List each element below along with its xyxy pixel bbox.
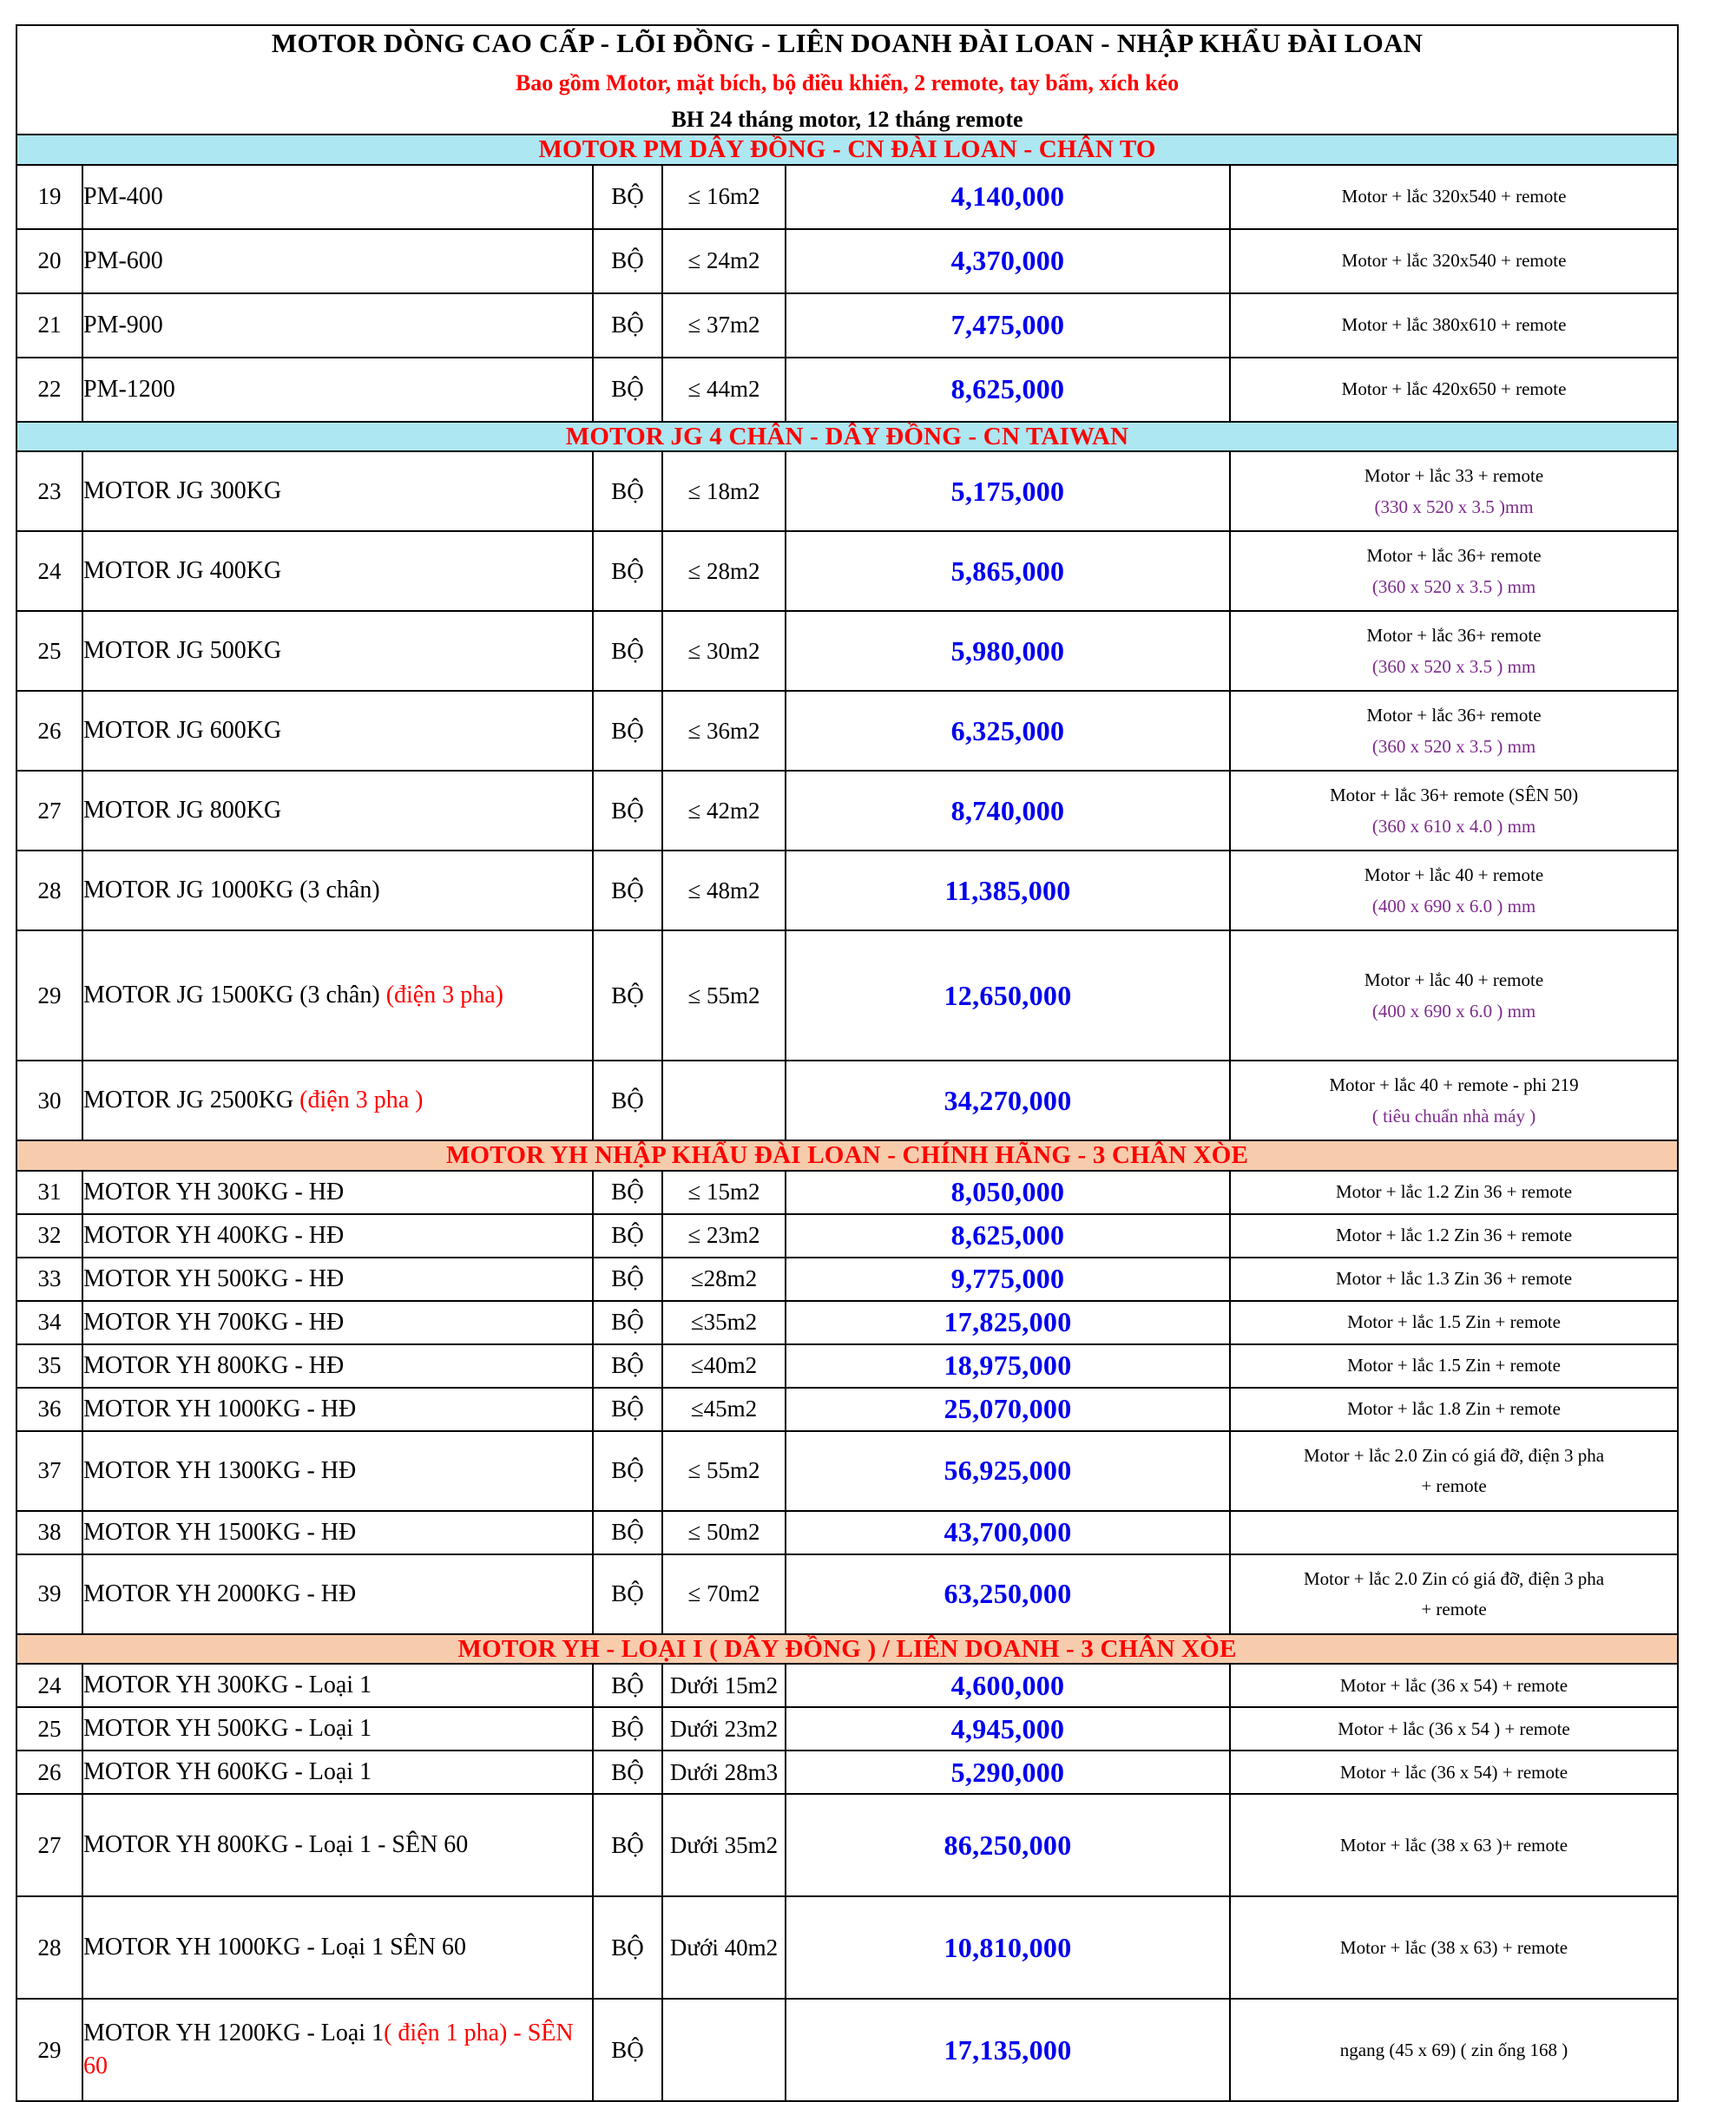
- price-cell: 86,250,000: [786, 1794, 1230, 1896]
- table-row: [16, 611, 1678, 691]
- row-index-cell: 31: [16, 1171, 82, 1214]
- note-cell: [1230, 1301, 1678, 1344]
- table-row: [16, 691, 1678, 771]
- price-cell: 4,140,000: [786, 165, 1230, 229]
- note-text: Motor + lắc 36+ remote: [1366, 704, 1542, 726]
- price-cell: 4,370,000: [786, 229, 1230, 293]
- note-text: Motor + lắc 380x610 + remote: [1341, 314, 1567, 336]
- unit-cell: BỘ: [593, 691, 662, 771]
- unit-cell: BỘ: [593, 1896, 662, 1999]
- row-index-cell: 24: [16, 1664, 82, 1707]
- table-row: [16, 930, 1678, 1061]
- note-text: Motor + lắc 40 + remote - phi 219: [1329, 1074, 1579, 1095]
- price-cell: 34,270,000: [786, 1061, 1230, 1140]
- note-text: Motor + lắc (36 x 54) + remote: [1339, 1761, 1568, 1783]
- product-name-text: MOTOR YH 300KG - HĐ: [83, 1178, 345, 1205]
- area-cell: ≤ 30m2: [662, 611, 786, 691]
- note-dimension-text: ( tiêu chuẩn nhà máy ): [1371, 1106, 1536, 1127]
- area-cell: ≤ 23m2: [662, 1214, 786, 1258]
- price-table-body: [16, 25, 1678, 2101]
- row-index-cell: 19: [16, 165, 82, 229]
- row-index-cell: 28: [16, 851, 82, 930]
- note-text: Motor + lắc 1.3 Zin 36 + remote: [1335, 1268, 1573, 1290]
- product-name-text: MOTOR YH 400KG - HĐ: [83, 1221, 345, 1249]
- note-text: Motor + lắc (38 x 63 )+ remote: [1339, 1834, 1568, 1856]
- note-dimension-text: (360 x 520 x 3.5 ) mm: [1371, 656, 1536, 678]
- price-cell: 56,925,000: [786, 1431, 1230, 1511]
- product-name-text: MOTOR YH 2000KG - HĐ: [83, 1580, 357, 1607]
- table-row: [16, 771, 1678, 851]
- unit-cell: BỘ: [593, 165, 662, 229]
- row-index-cell: 37: [16, 1431, 82, 1511]
- row-index-cell: 20: [16, 229, 82, 293]
- area-cell: ≤ 55m2: [662, 1431, 786, 1511]
- unit-cell: BỘ: [593, 1301, 662, 1344]
- unit-cell: BỘ: [593, 1061, 662, 1140]
- table-row: [16, 1171, 1678, 1214]
- section-title: MOTOR YH - LOẠI I ( DÂY ĐỒNG ) / LIÊN DOANH - 3 CHÂN XÒE: [457, 1634, 1237, 1663]
- note-text: Motor + lắc 320x540 + remote: [1341, 250, 1567, 272]
- note-text: Motor + lắc (38 x 63) + remote: [1339, 1936, 1568, 1958]
- section-title: MOTOR JG 4 CHÂN - DÂY ĐỒNG - CN TAIWAN: [565, 422, 1129, 450]
- note-text: Motor + lắc 2.0 Zin có giá đỡ, điện 3 pha: [1304, 1445, 1605, 1467]
- unit-cell: BỘ: [593, 451, 662, 531]
- note-text: Motor + lắc (36 x 54 ) + remote: [1338, 1718, 1570, 1739]
- note-dimension-text: (360 x 610 x 4.0 ) mm: [1371, 816, 1536, 838]
- note-cell: [1230, 1511, 1678, 1554]
- note-text-line2: + remote: [1421, 1475, 1487, 1496]
- area-cell: ≤ 18m2: [662, 451, 786, 531]
- table-row: [16, 531, 1678, 611]
- note-text: Motor + lắc 1.8 Zin + remote: [1347, 1398, 1561, 1420]
- note-cell: [1230, 611, 1678, 691]
- note-cell: [1230, 1794, 1678, 1896]
- note-cell: [1230, 1258, 1678, 1301]
- price-cell: 12,650,000: [786, 930, 1230, 1061]
- note-text: ngang (45 x 69) ( zin ống 168 ): [1339, 2039, 1568, 2060]
- note-text-line2: + remote: [1421, 1598, 1487, 1619]
- row-index-cell: 26: [16, 691, 82, 771]
- price-cell: 4,945,000: [786, 1707, 1230, 1751]
- note-cell: [1230, 1999, 1678, 2101]
- unit-cell: BỘ: [593, 229, 662, 293]
- row-index-cell: 27: [16, 1794, 82, 1896]
- table-row: [16, 1794, 1678, 1896]
- section-header: [16, 1140, 1678, 1170]
- product-name-cell: [82, 531, 593, 611]
- product-name-cell: [82, 165, 593, 229]
- price-cell: 17,825,000: [786, 1301, 1230, 1344]
- banner-row: [16, 25, 1678, 135]
- row-index-cell: 36: [16, 1388, 82, 1431]
- note-cell: [1230, 1554, 1678, 1634]
- note-cell: [1230, 1751, 1678, 1794]
- price-cell: 63,250,000: [786, 1554, 1230, 1634]
- note-cell: [1230, 229, 1678, 293]
- unit-cell: BỘ: [593, 1751, 662, 1794]
- note-dimension-text: (400 x 690 x 6.0 ) mm: [1371, 1001, 1536, 1022]
- product-name-text: MOTOR JG 300KG: [83, 477, 282, 505]
- unit-cell: BỘ: [593, 1707, 662, 1751]
- unit-cell: BỘ: [593, 1664, 662, 1707]
- product-name-text: MOTOR YH 300KG - Loại 1: [83, 1672, 372, 1699]
- note-cell: [1230, 1171, 1678, 1214]
- product-name-text: MOTOR YH 1200KG - Loại 1: [83, 2020, 385, 2047]
- section-title: MOTOR PM DÂY ĐỒNG - CN ĐÀI LOAN - CHÂN TO: [538, 135, 1156, 164]
- note-cell: [1230, 1061, 1678, 1140]
- product-name-note-red: (điện 3 pha): [385, 982, 503, 1009]
- row-index-cell: 22: [16, 358, 82, 422]
- unit-cell: BỘ: [593, 771, 662, 851]
- product-name-cell: [82, 1707, 593, 1751]
- note-cell: [1230, 1707, 1678, 1751]
- unit-cell: BỘ: [593, 851, 662, 930]
- table-row: [16, 1258, 1678, 1301]
- price-cell: 7,475,000: [786, 293, 1230, 358]
- area-cell: Dưới 40m2: [662, 1896, 786, 1999]
- unit-cell: BỘ: [593, 1999, 662, 2101]
- price-cell: 6,325,000: [786, 691, 1230, 771]
- unit-cell: BỘ: [593, 1431, 662, 1511]
- product-name-text: MOTOR YH 1500KG - HĐ: [83, 1518, 357, 1546]
- table-row: [16, 1896, 1678, 1999]
- product-name-text: MOTOR JG 500KG: [83, 637, 282, 665]
- product-name-text: PM-1200: [83, 375, 175, 403]
- row-index-cell: 24: [16, 531, 82, 611]
- unit-cell: BỘ: [593, 1554, 662, 1634]
- table-row: [16, 1664, 1678, 1707]
- price-cell: 18,975,000: [786, 1344, 1230, 1388]
- note-cell: [1230, 851, 1678, 930]
- product-name-text: MOTOR JG 2500KG: [83, 1087, 300, 1114]
- section-header-row: [16, 422, 1678, 451]
- row-index-cell: 23: [16, 451, 82, 531]
- price-cell: 5,980,000: [786, 611, 1230, 691]
- product-name-cell: [82, 851, 593, 930]
- product-name-text: MOTOR YH 700KG - HĐ: [83, 1308, 345, 1336]
- promo-banner: [16, 25, 1678, 135]
- note-cell: [1230, 930, 1678, 1061]
- product-name-text: MOTOR YH 800KG - HĐ: [83, 1351, 345, 1379]
- product-name-cell: [82, 1511, 593, 1554]
- row-index-cell: 21: [16, 293, 82, 358]
- row-index-cell: 27: [16, 771, 82, 851]
- banner-line-2: Bao gồm Motor, mặt bích, bộ điều khiển, 2 remote, tay bấm, xích kéo: [515, 69, 1180, 95]
- note-cell: [1230, 771, 1678, 851]
- area-cell: ≤ 36m2: [662, 691, 786, 771]
- price-cell: 8,740,000: [786, 771, 1230, 851]
- note-text: Motor + lắc 320x540 + remote: [1341, 186, 1567, 207]
- product-name-text: MOTOR YH 500KG - Loại 1: [83, 1715, 372, 1743]
- price-cell: 11,385,000: [786, 851, 1230, 930]
- price-cell: 10,810,000: [786, 1896, 1230, 1999]
- note-cell: [1230, 1214, 1678, 1258]
- area-cell: ≤ 44m2: [662, 358, 786, 422]
- area-cell: ≤ 37m2: [662, 293, 786, 358]
- note-cell: [1230, 1431, 1678, 1511]
- product-name-cell: [82, 1344, 593, 1388]
- note-text: Motor + lắc 420x650 + remote: [1341, 378, 1567, 400]
- product-name-text: PM-600: [83, 246, 163, 274]
- area-cell: Dưới 15m2: [662, 1664, 786, 1707]
- section-header-row: [16, 1634, 1678, 1664]
- section-header: [16, 422, 1678, 451]
- product-name-cell: [82, 1388, 593, 1431]
- row-index-cell: 26: [16, 1751, 82, 1794]
- note-cell: [1230, 531, 1678, 611]
- product-name-cell: [82, 1554, 593, 1634]
- product-name-cell: [82, 229, 593, 293]
- note-cell: [1230, 691, 1678, 771]
- table-row: [16, 165, 1678, 229]
- note-dimension-text: (330 x 520 x 3.5 )mm: [1374, 496, 1534, 518]
- product-name-cell: [82, 1431, 593, 1511]
- price-cell: 8,625,000: [786, 1214, 1230, 1258]
- product-name-text: MOTOR YH 600KG - Loại 1: [83, 1758, 372, 1786]
- row-index-cell: 35: [16, 1344, 82, 1388]
- note-cell: [1230, 165, 1678, 229]
- product-name-cell: [82, 1258, 593, 1301]
- unit-cell: BỘ: [593, 1214, 662, 1258]
- unit-cell: BỘ: [593, 358, 662, 422]
- product-name-cell: [82, 358, 593, 422]
- note-text: Motor + lắc 1.2 Zin 36 + remote: [1335, 1225, 1573, 1246]
- unit-cell: BỘ: [593, 1171, 662, 1214]
- note-text: Motor + lắc 40 + remote: [1364, 864, 1544, 885]
- price-cell: 43,700,000: [786, 1511, 1230, 1554]
- product-name-cell: [82, 1896, 593, 1999]
- area-cell: Dưới 23m2: [662, 1707, 786, 1751]
- product-name-cell: [82, 1171, 593, 1214]
- note-text: Motor + lắc (36 x 54) + remote: [1339, 1674, 1568, 1696]
- product-name-text: MOTOR YH 1000KG - HĐ: [83, 1395, 357, 1422]
- price-cell: 8,050,000: [786, 1171, 1230, 1214]
- row-index-cell: 32: [16, 1214, 82, 1258]
- table-row: [16, 358, 1678, 422]
- product-name-cell: [82, 691, 593, 771]
- note-text: Motor + lắc 36+ remote: [1366, 624, 1542, 646]
- product-name-cell: [82, 1214, 593, 1258]
- row-index-cell: 29: [16, 1999, 82, 2101]
- note-text: Motor + lắc 40 + remote: [1364, 969, 1544, 990]
- product-name-text: MOTOR JG 800KG: [83, 797, 282, 824]
- area-cell: ≤ 50m2: [662, 1511, 786, 1554]
- note-cell: [1230, 451, 1678, 531]
- unit-cell: BỘ: [593, 1344, 662, 1388]
- table-row: [16, 1431, 1678, 1511]
- table-row: [16, 229, 1678, 293]
- unit-cell: BỘ: [593, 1258, 662, 1301]
- note-text: Motor + lắc 1.2 Zin 36 + remote: [1335, 1181, 1573, 1203]
- product-name-text: MOTOR YH 1000KG - Loại 1 SÊN 60: [83, 1934, 466, 1961]
- table-row: [16, 1214, 1678, 1258]
- table-row: [16, 1344, 1678, 1388]
- area-cell: ≤ 48m2: [662, 851, 786, 930]
- area-cell: ≤ 15m2: [662, 1171, 786, 1214]
- unit-cell: BỘ: [593, 1388, 662, 1431]
- area-cell: ≤ 42m2: [662, 771, 786, 851]
- product-name-text: MOTOR JG 600KG: [83, 717, 282, 745]
- note-dimension-text: (400 x 690 x 6.0 ) mm: [1371, 896, 1536, 917]
- table-row: [16, 1388, 1678, 1431]
- area-cell: Dưới 28m3: [662, 1751, 786, 1794]
- product-name-cell: [82, 1751, 593, 1794]
- product-name-cell: [82, 293, 593, 358]
- row-index-cell: 30: [16, 1061, 82, 1140]
- product-name-note-red: ( điện 1 pha) - SÊN 60: [83, 2020, 574, 2080]
- area-cell: Dưới 35m2: [662, 1794, 786, 1896]
- product-name-text: PM-400: [83, 182, 163, 210]
- product-name-text: MOTOR JG 400KG: [83, 557, 282, 585]
- note-cell: [1230, 1664, 1678, 1707]
- note-cell: [1230, 1388, 1678, 1431]
- table-row: [16, 1511, 1678, 1554]
- note-text: Motor + lắc 1.5 Zin + remote: [1347, 1355, 1561, 1376]
- note-dimension-text: (360 x 520 x 3.5 ) mm: [1371, 736, 1536, 758]
- area-cell: ≤ 16m2: [662, 165, 786, 229]
- product-name-text: MOTOR JG 1500KG (3 chân): [83, 982, 386, 1009]
- banner-line-1: MOTOR DÒNG CAO CẤP - LÕI ĐỒNG - LIÊN DOANH ĐÀI LOAN - NHẬP KHẨU ĐÀI LOAN: [271, 28, 1424, 58]
- table-row: [16, 1554, 1678, 1634]
- product-name-cell: [82, 1301, 593, 1344]
- product-name-cell: [82, 1664, 593, 1707]
- area-cell: [662, 1999, 786, 2101]
- price-table: [16, 24, 1679, 2102]
- unit-cell: BỘ: [593, 930, 662, 1061]
- section-header-row: [16, 1140, 1678, 1170]
- table-row: [16, 293, 1678, 358]
- area-cell: ≤ 55m2: [662, 930, 786, 1061]
- row-index-cell: 28: [16, 1896, 82, 1999]
- row-index-cell: 38: [16, 1511, 82, 1554]
- note-cell: [1230, 1896, 1678, 1999]
- price-cell: 5,290,000: [786, 1751, 1230, 1794]
- unit-cell: BỘ: [593, 611, 662, 691]
- row-index-cell: 33: [16, 1258, 82, 1301]
- note-text: Motor + lắc 2.0 Zin có giá đỡ, điện 3 pha: [1304, 1568, 1605, 1590]
- product-name-cell: [82, 1999, 593, 2101]
- row-index-cell: 29: [16, 930, 82, 1061]
- table-row: [16, 1999, 1678, 2101]
- price-cell: 25,070,000: [786, 1388, 1230, 1431]
- price-cell: 5,865,000: [786, 531, 1230, 611]
- price-cell: 4,600,000: [786, 1664, 1230, 1707]
- price-cell: 9,775,000: [786, 1258, 1230, 1301]
- area-cell: ≤ 70m2: [662, 1554, 786, 1634]
- table-row: [16, 1751, 1678, 1794]
- product-name-text: MOTOR JG 1000KG (3 chân): [83, 877, 380, 904]
- product-name-text: PM-900: [83, 311, 163, 338]
- section-header: [16, 1634, 1678, 1664]
- unit-cell: BỘ: [593, 1794, 662, 1896]
- note-text: Motor + lắc 36+ remote: [1366, 544, 1542, 566]
- unit-cell: BỘ: [593, 1511, 662, 1554]
- product-name-text: MOTOR YH 500KG - HĐ: [83, 1264, 345, 1292]
- row-index-cell: 39: [16, 1554, 82, 1634]
- note-cell: [1230, 358, 1678, 422]
- product-name-text: MOTOR YH 800KG - Loại 1 - SÊN 60: [83, 1831, 469, 1859]
- area-cell: ≤28m2: [662, 1258, 786, 1301]
- table-row: [16, 1707, 1678, 1751]
- area-cell: ≤40m2: [662, 1344, 786, 1388]
- note-text: Motor + lắc 36+ remote (SÊN 50): [1329, 784, 1579, 805]
- product-name-text: MOTOR YH 1300KG - HĐ: [83, 1456, 357, 1484]
- product-name-cell: [82, 1794, 593, 1896]
- note-cell: [1230, 293, 1678, 358]
- section-header-row: [16, 135, 1678, 164]
- unit-cell: BỘ: [593, 531, 662, 611]
- unit-cell: BỘ: [593, 293, 662, 358]
- note-cell: [1230, 1344, 1678, 1388]
- product-name-cell: [82, 1061, 593, 1140]
- table-row: [16, 1061, 1678, 1140]
- price-cell: 5,175,000: [786, 451, 1230, 531]
- note-text: Motor + lắc 33 + remote: [1364, 464, 1544, 486]
- product-name-cell: [82, 611, 593, 691]
- row-index-cell: 25: [16, 611, 82, 691]
- table-row: [16, 451, 1678, 531]
- product-name-cell: [82, 930, 593, 1061]
- row-index-cell: 25: [16, 1707, 82, 1751]
- product-name-cell: [82, 771, 593, 851]
- section-title: MOTOR YH NHẬP KHẨU ĐÀI LOAN - CHÍNH HÃNG - 3 CHÂN XÒE: [445, 1141, 1249, 1170]
- banner-line-3: BH 24 tháng motor, 12 tháng remote: [671, 106, 1023, 132]
- area-cell: ≤ 28m2: [662, 531, 786, 611]
- section-header: [16, 135, 1678, 164]
- note-dimension-text: (360 x 520 x 3.5 ) mm: [1371, 576, 1536, 598]
- table-row: [16, 851, 1678, 930]
- area-cell: ≤ 24m2: [662, 229, 786, 293]
- area-cell: ≤35m2: [662, 1301, 786, 1344]
- row-index-cell: 34: [16, 1301, 82, 1344]
- area-cell: ≤45m2: [662, 1388, 786, 1431]
- price-cell: 8,625,000: [786, 358, 1230, 422]
- product-name-cell: [82, 451, 593, 531]
- note-text: Motor + lắc 1.5 Zin + remote: [1347, 1311, 1561, 1333]
- price-cell: 17,135,000: [786, 1999, 1230, 2101]
- table-row: [16, 1301, 1678, 1344]
- area-cell: [662, 1061, 786, 1140]
- product-name-note-red: (điện 3 pha ): [299, 1087, 424, 1114]
